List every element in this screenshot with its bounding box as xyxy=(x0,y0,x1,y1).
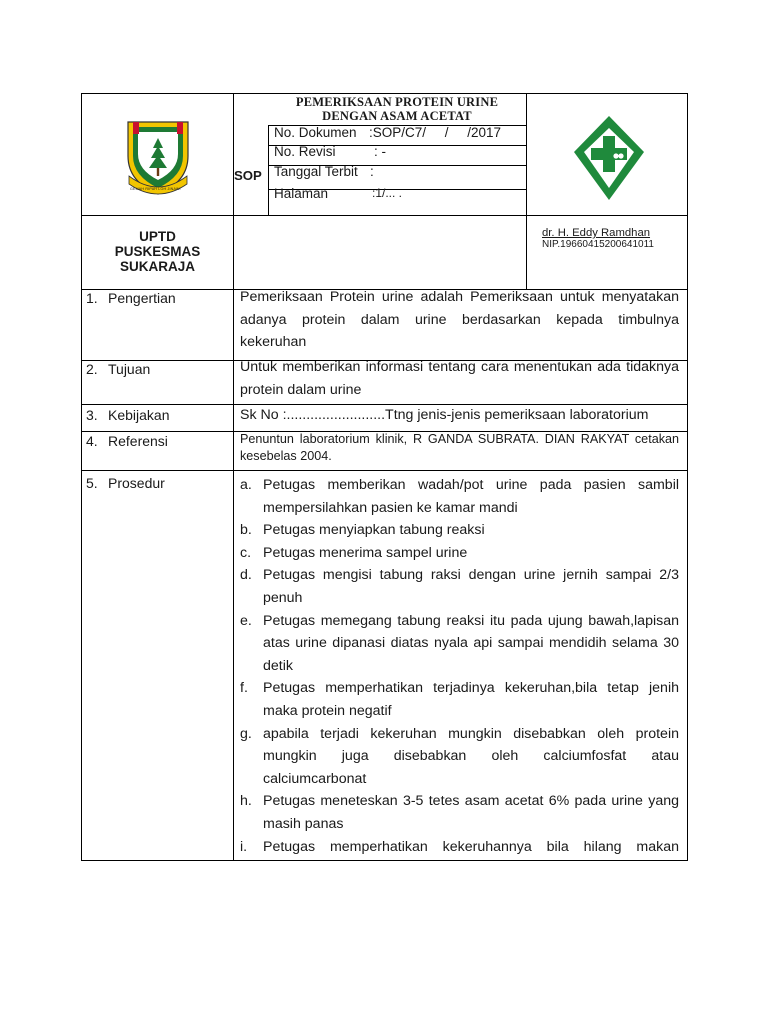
divider xyxy=(268,125,269,215)
section-text-pengertian: Pemeriksaan Protein urine adalah Pemeriksaan untuk menyatakan adanya protein dalam urine berdasarkan kepada timbulnya kekeruhan xyxy=(240,289,679,350)
field-label-tanggal-terbit: Tanggal Terbit xyxy=(274,164,358,179)
section-number: 1. xyxy=(86,290,98,306)
section-label: Prosedur xyxy=(108,475,165,491)
step-text: Petugas memperhatikan terjadinya kekeruhan,bila tetap jenih maka protein negatif xyxy=(263,680,679,719)
regional-crest-logo xyxy=(123,118,193,198)
procedure-list xyxy=(240,474,679,858)
field-label-no-dokumen: No. Dokumen xyxy=(274,125,357,140)
divider xyxy=(82,215,687,216)
step-text: Petugas menerima sampel urine xyxy=(263,544,468,561)
step-letter: h. xyxy=(240,793,252,810)
section-label: Tujuan xyxy=(108,361,151,377)
section-label-pengertian xyxy=(86,290,176,306)
section-text-referensi: Penuntun laboratorium klinik, R GANDA SUBRATA. DIAN RAKYAT cetakan kesebelas 2004. xyxy=(240,432,679,463)
org-name-line-2: PUSKESMAS xyxy=(114,244,201,259)
step-letter: b. xyxy=(240,522,252,539)
procedure-step xyxy=(240,542,679,565)
step-text: Petugas memegang tabung reaksi itu pada ujung bawah,lapisan atas urine dipanasi diatas nyala api sampai mendidih selama 30 detik xyxy=(263,612,679,674)
procedure-step xyxy=(240,723,679,791)
step-text: Petugas meneteskan 3-5 tetes asam acetat 6% pada urine yang masih panas xyxy=(263,793,679,832)
section-label: Referensi xyxy=(108,433,168,449)
section-label-referensi xyxy=(86,433,168,449)
divider xyxy=(233,94,234,289)
procedure-step xyxy=(240,610,679,678)
section-number: 2. xyxy=(86,361,98,377)
section-text-tujuan: Untuk memberikan informasi tentang cara menentukan ada tidaknya protein dalam urine xyxy=(240,359,679,398)
divider xyxy=(82,404,687,405)
step-letter: c. xyxy=(240,544,252,561)
step-text: Petugas memberikan wadah/pot urine pada pasien sambil mempersilahkan pasien ke kamar mandi xyxy=(263,477,679,516)
divider xyxy=(233,289,234,861)
field-value-halaman: :1/... . xyxy=(372,186,403,200)
field-value-no-dokumen: :SOP/C7/ / /2017 xyxy=(369,125,502,140)
step-letter: e. xyxy=(240,612,252,629)
org-name-line-1: UPTD xyxy=(139,229,176,244)
step-text: Petugas mengisi tabung raksi dengan urine jernih sampai 2/3 penuh xyxy=(263,567,679,606)
sop-document xyxy=(81,93,688,861)
step-letter: g. xyxy=(240,725,252,742)
section-number: 3. xyxy=(86,407,98,423)
section-label: Kebijakan xyxy=(108,407,170,423)
document-title-line-1: PEMERIKSAAN PROTEIN URINE xyxy=(295,95,499,109)
field-label-halaman: Halaman xyxy=(274,186,329,201)
puskesmas-logo xyxy=(572,114,646,202)
section-label: Pengertian xyxy=(108,290,176,306)
signatory-name: dr. H. Eddy Ramdhan xyxy=(542,227,651,239)
org-name-line-3: SUKARAJA xyxy=(119,259,195,274)
step-letter: f. xyxy=(240,680,248,697)
document-title-line-2: DENGAN ASAM ACETAT xyxy=(322,109,472,123)
section-number: 4. xyxy=(86,433,98,449)
step-letter: a. xyxy=(240,477,252,493)
procedure-step xyxy=(240,564,679,609)
crest-motto: GEMAH RIPAH LOH JINAWI xyxy=(130,187,181,191)
procedure-step xyxy=(240,790,679,835)
sop-label: SOP xyxy=(234,168,262,183)
field-label-no-revisi: No. Revisi xyxy=(274,144,336,159)
field-value-no-revisi: : - xyxy=(374,144,386,159)
section-number: 5. xyxy=(86,475,98,491)
step-text: Petugas memperhatikan kekeruhannya bila hilang makan xyxy=(263,838,679,855)
step-letter: d. xyxy=(240,567,252,584)
step-text: apabila terjadi kekeruhan mungkin disebabkan oleh protein mungkin juga disebabkan oleh calciumfosfat atau calciumcarbonat xyxy=(263,725,679,787)
procedure-step xyxy=(240,677,679,722)
divider xyxy=(526,215,527,289)
section-label-prosedur xyxy=(86,475,165,491)
section-text-kebijakan: Sk No :.........................Ttng jenis-jenis pemeriksaan laboratorium xyxy=(240,407,649,423)
section-label-tujuan xyxy=(86,361,150,377)
procedure-step xyxy=(240,836,679,859)
field-value-tanggal-terbit: : xyxy=(370,164,374,179)
divider xyxy=(82,470,687,471)
section-label-kebijakan xyxy=(86,407,170,423)
procedure-step xyxy=(240,474,679,519)
procedure-step xyxy=(240,519,679,542)
step-letter: i. xyxy=(240,838,248,855)
signatory-nip: NIP.19660415200641011 xyxy=(542,239,654,250)
step-text: Petugas menyiapkan tabung reaksi xyxy=(263,522,485,539)
